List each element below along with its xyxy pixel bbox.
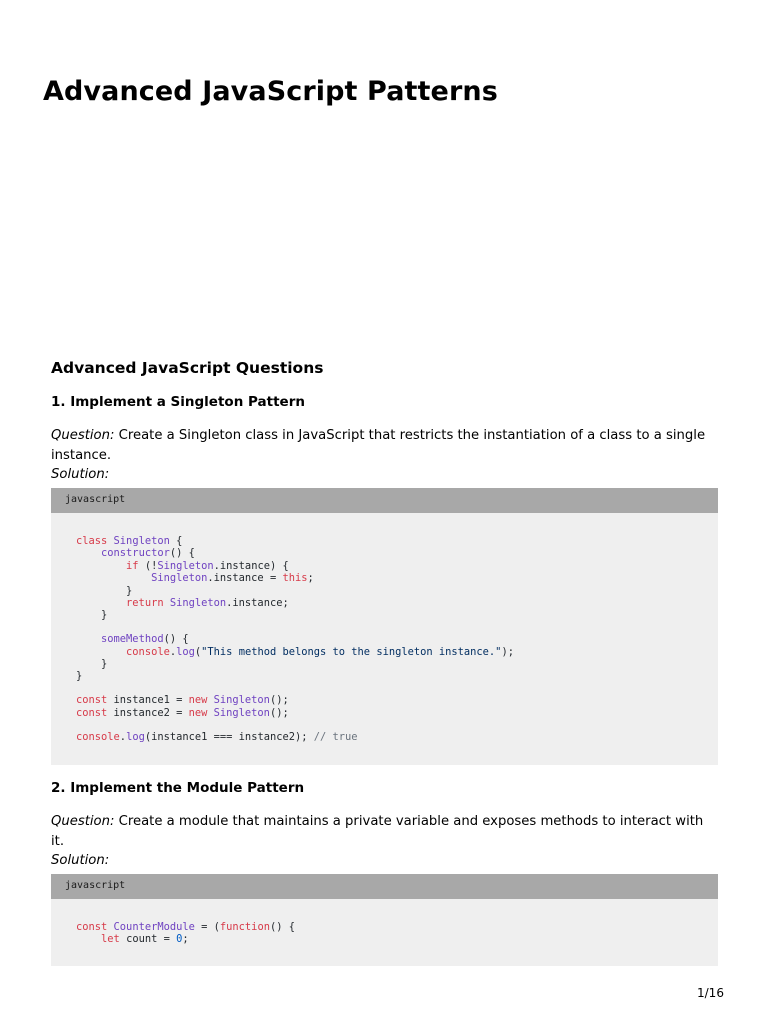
code-token: .instance; <box>226 596 289 609</box>
code-token <box>76 646 126 658</box>
code-line <box>76 547 693 559</box>
question-heading: 2. Implement the Module Pattern <box>51 779 305 796</box>
code-token: () { <box>269 920 295 933</box>
code-token: Singleton <box>113 535 170 547</box>
code-token: Singleton <box>169 596 227 609</box>
code-token: CounterModule <box>113 920 195 933</box>
code-token: Singleton <box>213 706 270 719</box>
code-token: const <box>76 706 108 719</box>
code-token: const <box>76 920 114 933</box>
solution-label: Solution: <box>51 852 110 868</box>
code-token: this <box>282 572 308 585</box>
code-token <box>76 547 101 559</box>
code-line <box>76 921 693 933</box>
code-token: ; <box>307 572 314 585</box>
code-blank-line <box>76 683 693 695</box>
code-token: instance2 = <box>107 706 189 719</box>
question-1 <box>51 392 718 765</box>
code-token: } <box>76 609 108 622</box>
code-line <box>76 670 693 682</box>
code-token: const <box>76 694 108 707</box>
code-token <box>76 633 101 645</box>
code-line <box>76 731 693 743</box>
question-heading: 1. Implement a Singleton Pattern <box>51 394 305 410</box>
code-token: = ( <box>194 920 220 933</box>
code-line <box>76 535 693 547</box>
code-token: instance1 = <box>107 694 189 707</box>
question-body: Create a Singleton class in JavaScript that restricts the instantiation of a class to a single instance. <box>51 428 706 463</box>
code-token: Singleton <box>157 559 214 572</box>
code-blank-line <box>76 719 693 731</box>
code-token: // true <box>313 730 358 743</box>
code-line <box>76 933 693 945</box>
code-token: ; <box>182 933 189 946</box>
code-token: . <box>119 730 127 743</box>
code-token: let <box>101 933 120 946</box>
question-text <box>51 426 718 466</box>
code-token: "This method belongs to the singleton instance." <box>201 645 502 658</box>
code-token <box>76 572 151 584</box>
code-line <box>76 658 693 670</box>
code-token: (); <box>269 706 289 719</box>
code-token: { <box>169 535 183 547</box>
code-token: new <box>188 706 214 719</box>
code-token: class <box>76 535 114 547</box>
code-token: Singleton <box>151 572 208 585</box>
question-text <box>51 812 718 852</box>
code-token: .instance = <box>207 572 283 585</box>
code-token: ( <box>194 645 202 658</box>
document-title: Advanced JavaScript Patterns <box>43 76 498 107</box>
code-block <box>51 488 718 765</box>
code-token: console <box>76 730 120 743</box>
code-token <box>76 560 126 572</box>
code-token: (instance1 === instance2); <box>144 730 314 743</box>
code-token: } <box>76 670 83 683</box>
code-token: () { <box>169 547 195 560</box>
code-language-label: javascript <box>51 874 718 899</box>
question-label: Question: <box>51 428 115 443</box>
code-token: (); <box>269 694 289 707</box>
code-line <box>76 707 693 719</box>
code-token: console <box>126 645 170 658</box>
code-line <box>76 572 693 584</box>
code-token: count = <box>119 933 177 946</box>
code-token: } <box>76 658 108 671</box>
code-token: (! <box>138 559 158 572</box>
code-line <box>76 560 693 572</box>
code-token: ); <box>501 645 514 658</box>
code-token: someMethod <box>101 633 164 646</box>
code-body[interactable] <box>51 899 718 966</box>
question-label: Question: <box>51 813 115 829</box>
code-line <box>76 633 693 645</box>
page-number: 1/16 <box>697 986 724 1000</box>
code-token: () { <box>163 633 189 646</box>
code-line <box>76 597 693 609</box>
code-token: .instance) { <box>213 559 289 572</box>
code-token: new <box>188 694 214 707</box>
code-token: log <box>126 730 145 743</box>
code-token: return <box>126 596 170 609</box>
question-body: Create a module that maintains a private variable and exposes methods to interact with it. <box>51 813 704 849</box>
code-body[interactable] <box>51 513 718 765</box>
code-token: Singleton <box>213 694 270 707</box>
code-token: if <box>126 559 139 572</box>
code-line <box>76 694 693 706</box>
code-token: 0 <box>176 933 183 946</box>
code-token: log <box>176 645 195 658</box>
code-token: constructor <box>101 547 170 560</box>
section-heading: Advanced JavaScript Questions <box>51 359 324 377</box>
question-2 <box>51 778 718 966</box>
code-token: . <box>169 645 177 658</box>
code-line <box>76 646 693 658</box>
main-content <box>51 357 718 966</box>
code-language-label: javascript <box>51 488 718 513</box>
code-line <box>76 609 693 621</box>
code-blank-line <box>76 622 693 634</box>
code-token <box>76 597 126 609</box>
code-block <box>51 874 718 966</box>
solution-label: Solution: <box>51 467 110 482</box>
code-token <box>76 933 101 945</box>
code-token: function <box>219 920 270 933</box>
code-line <box>76 585 693 597</box>
code-token: } <box>76 584 133 597</box>
